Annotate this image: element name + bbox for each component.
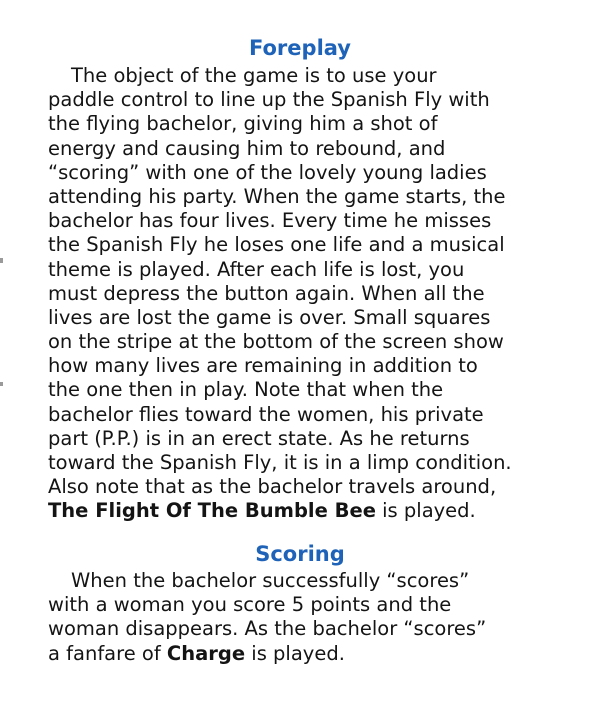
text-line: toward the Spanish Fly, it is in a limp condition.	[48, 451, 512, 474]
scoring-paragraph	[48, 569, 588, 666]
text-line: lives are lost the game is over. Small squares	[48, 305, 491, 329]
song-title: The Flight Of The Bumble Bee	[48, 499, 376, 523]
text-line: theme is played. After each life is lost, you	[48, 257, 465, 281]
text-line: Also note that as the bachelor travels around,	[48, 475, 497, 499]
text-fragment: a fanfare of	[48, 641, 167, 665]
text-line: bachelor has four lives. Every time he misses	[48, 209, 492, 233]
text-line: how many lives are remaining in addition to	[48, 354, 478, 378]
text-line: must depress the button again. When all the	[48, 281, 485, 305]
text-line: the flying bachelor, giving him a shot of	[48, 112, 438, 136]
text-line: part (P.P.) is in an erect state. As he returns	[48, 426, 470, 450]
text-line-last	[48, 499, 588, 523]
text-line: the one then in play. Note that when the	[48, 378, 444, 402]
scan-edge-mark	[0, 258, 3, 263]
text-line: bachelor flies toward the women, his private	[48, 402, 484, 426]
text-line: The object of the game is to use your	[71, 64, 437, 87]
text-line: When the bachelor successfully “scores”	[71, 569, 470, 592]
foreplay-paragraph	[48, 64, 588, 524]
text-line: energy and causing him to rebound, and	[48, 136, 446, 160]
section-title-scoring: Scoring	[255, 542, 345, 566]
text-line: woman disappears. As the bachelor “scores”	[48, 617, 487, 641]
text-line-last	[48, 642, 588, 666]
text-fragment: is played.	[375, 499, 476, 523]
section-title-foreplay: Foreplay	[249, 36, 351, 60]
text-line: “scoring” with one of the lovely young ladies	[48, 160, 487, 184]
text-line: on the stripe at the bottom of the screen show	[48, 330, 504, 354]
text-line: attending his party. When the game starts, the	[48, 184, 506, 208]
text-line: with a woman you score 5 points and the	[48, 593, 452, 617]
text-fragment: is played.	[245, 641, 345, 665]
song-title: Charge	[166, 641, 246, 665]
scan-edge-mark	[0, 382, 3, 386]
text-line: paddle control to line up the Spanish Fly with	[48, 88, 490, 112]
text-line: the Spanish Fly he loses one life and a musical	[48, 233, 505, 257]
